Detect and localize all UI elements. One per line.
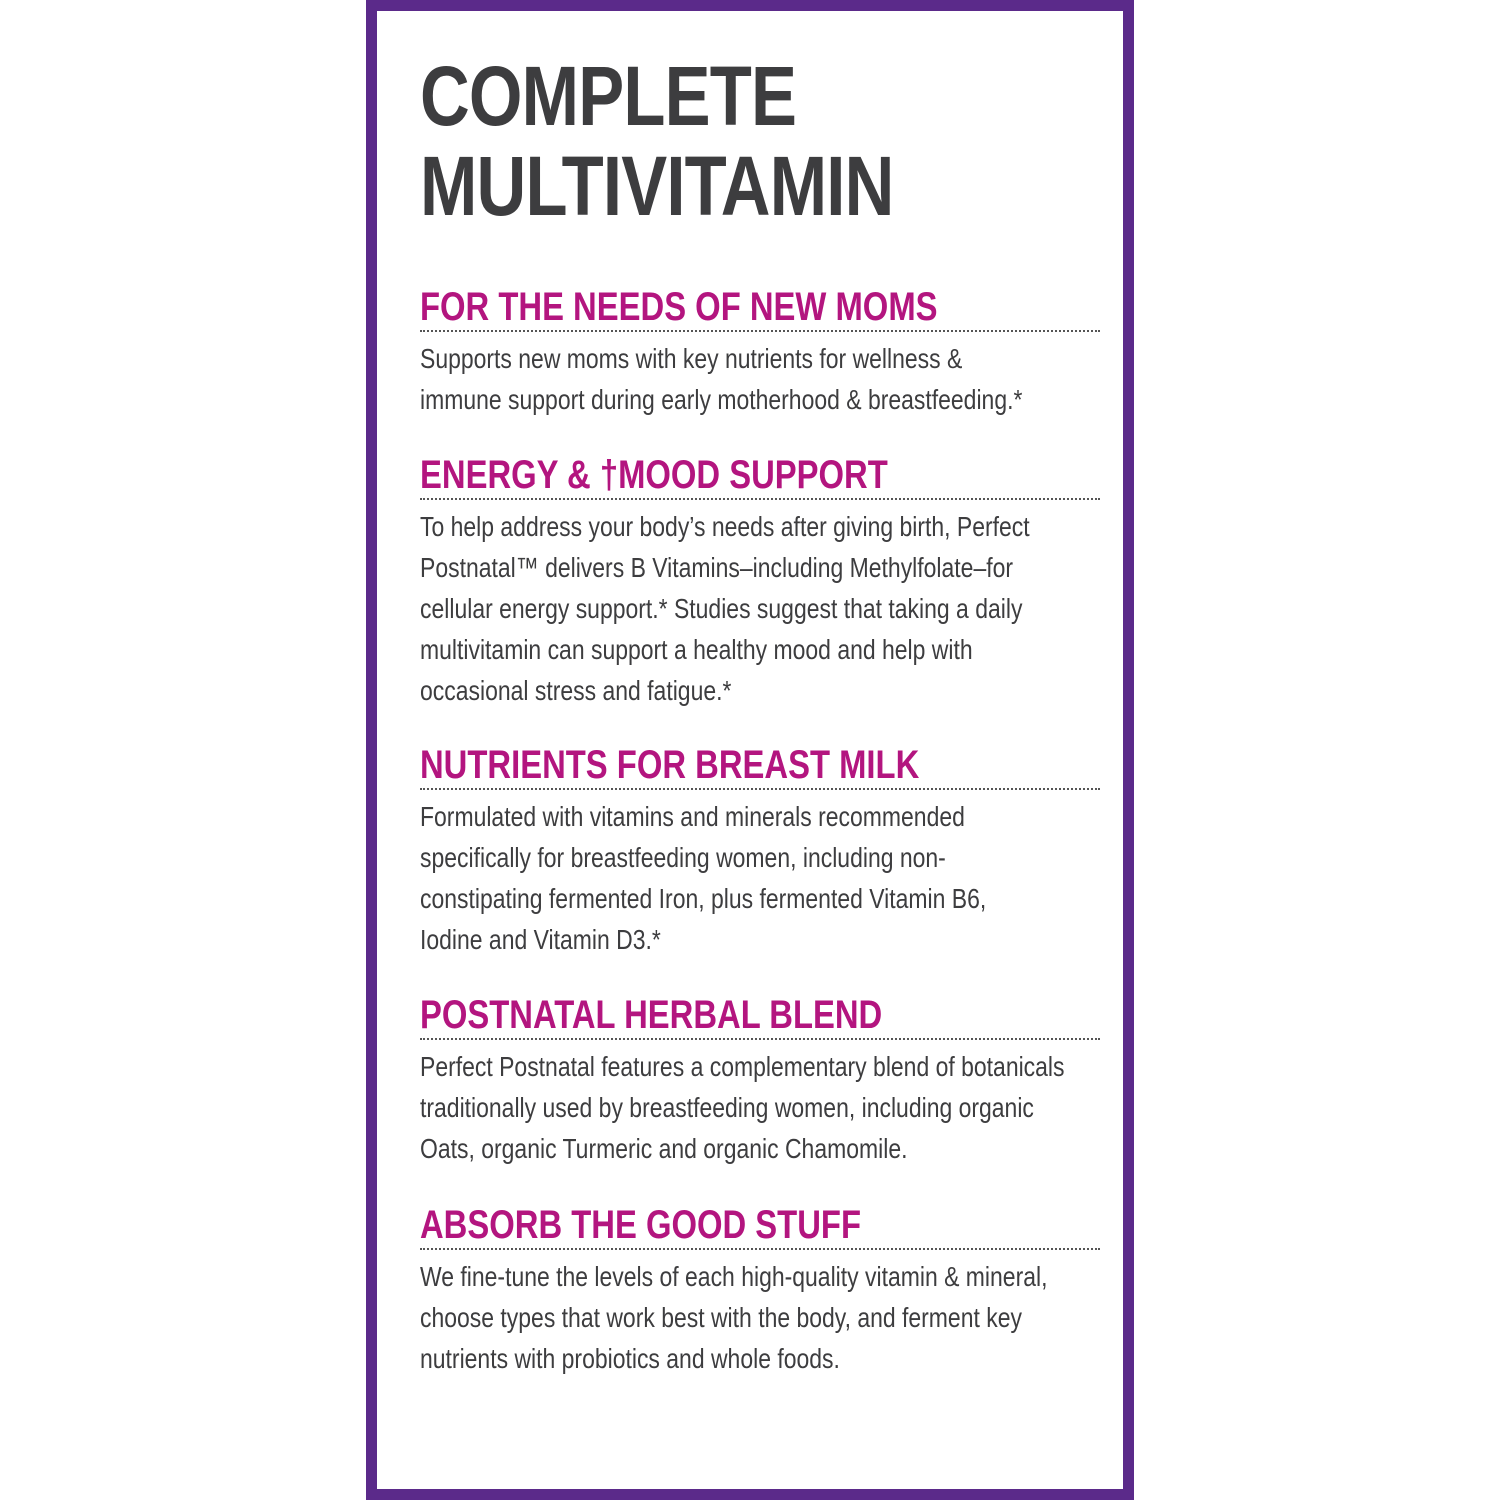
dotted-divider xyxy=(420,330,1100,332)
section-heading: ABSORB THE GOOD STUFF xyxy=(420,1203,861,1247)
body-line: Iodine and Vitamin D3.* xyxy=(420,924,661,955)
section-heading: ENERGY & †MOOD SUPPORT xyxy=(420,453,888,497)
dotted-divider xyxy=(420,1248,1100,1250)
section-absorb xyxy=(420,1204,1100,1379)
body-line: We fine-tune the levels of each high-quality vitamin & mineral, xyxy=(420,1261,1048,1292)
body-line: Supports new moms with key nutrients for wellness & xyxy=(420,343,963,374)
body-line: constipating fermented Iron, plus fermented Vitamin B6, xyxy=(420,883,987,914)
body-line: Perfect Postnatal features a complementary blend of botanicals xyxy=(420,1051,1065,1082)
main-title-line-1: COMPLETE xyxy=(420,49,797,143)
body-line: Postnatal™ delivers B Vitamins–including Methylfolate–for xyxy=(420,552,1014,583)
section-energy-mood xyxy=(420,454,1100,711)
section-heading: POSTNATAL HERBAL BLEND xyxy=(420,993,883,1037)
body-line: traditionally used by breastfeeding women, including organic xyxy=(420,1092,1034,1123)
body-line: immune support during early motherhood & breastfeeding.* xyxy=(420,384,1023,415)
body-line: nutrients with probiotics and whole foods. xyxy=(420,1343,840,1374)
section-heading: NUTRIENTS FOR BREAST MILK xyxy=(420,743,920,787)
section-body xyxy=(420,1046,1101,1169)
body-line: Formulated with vitamins and minerals recommended xyxy=(420,801,965,832)
section-body xyxy=(420,1256,1101,1379)
section-body xyxy=(420,796,1101,960)
section-new-moms xyxy=(420,286,1100,420)
panel-content xyxy=(420,49,1100,1374)
body-line: To help address your body’s needs after giving birth, Perfect xyxy=(420,511,1030,542)
body-line: multivitamin can support a healthy mood and help with xyxy=(420,634,973,665)
body-line: choose types that work best with the body, and ferment key xyxy=(420,1302,1022,1333)
body-line: Oats, organic Turmeric and organic Chamomile. xyxy=(420,1133,908,1164)
dotted-divider xyxy=(420,788,1100,790)
body-line: occasional stress and fatigue.* xyxy=(420,675,732,706)
section-heading: FOR THE NEEDS OF NEW MOMS xyxy=(420,285,938,329)
product-info-panel xyxy=(366,0,1134,1500)
main-title-line-2: MULTIVITAMIN xyxy=(420,139,894,233)
dotted-divider xyxy=(420,498,1100,500)
body-line: cellular energy support.* Studies suggest that taking a daily xyxy=(420,593,1023,624)
body-line: specifically for breastfeeding women, including non- xyxy=(420,842,946,873)
section-herbal-blend xyxy=(420,994,1100,1169)
section-body xyxy=(420,338,1101,420)
dotted-divider xyxy=(420,1038,1100,1040)
section-breast-milk xyxy=(420,744,1100,960)
main-title xyxy=(420,51,978,231)
section-body xyxy=(420,506,1101,711)
